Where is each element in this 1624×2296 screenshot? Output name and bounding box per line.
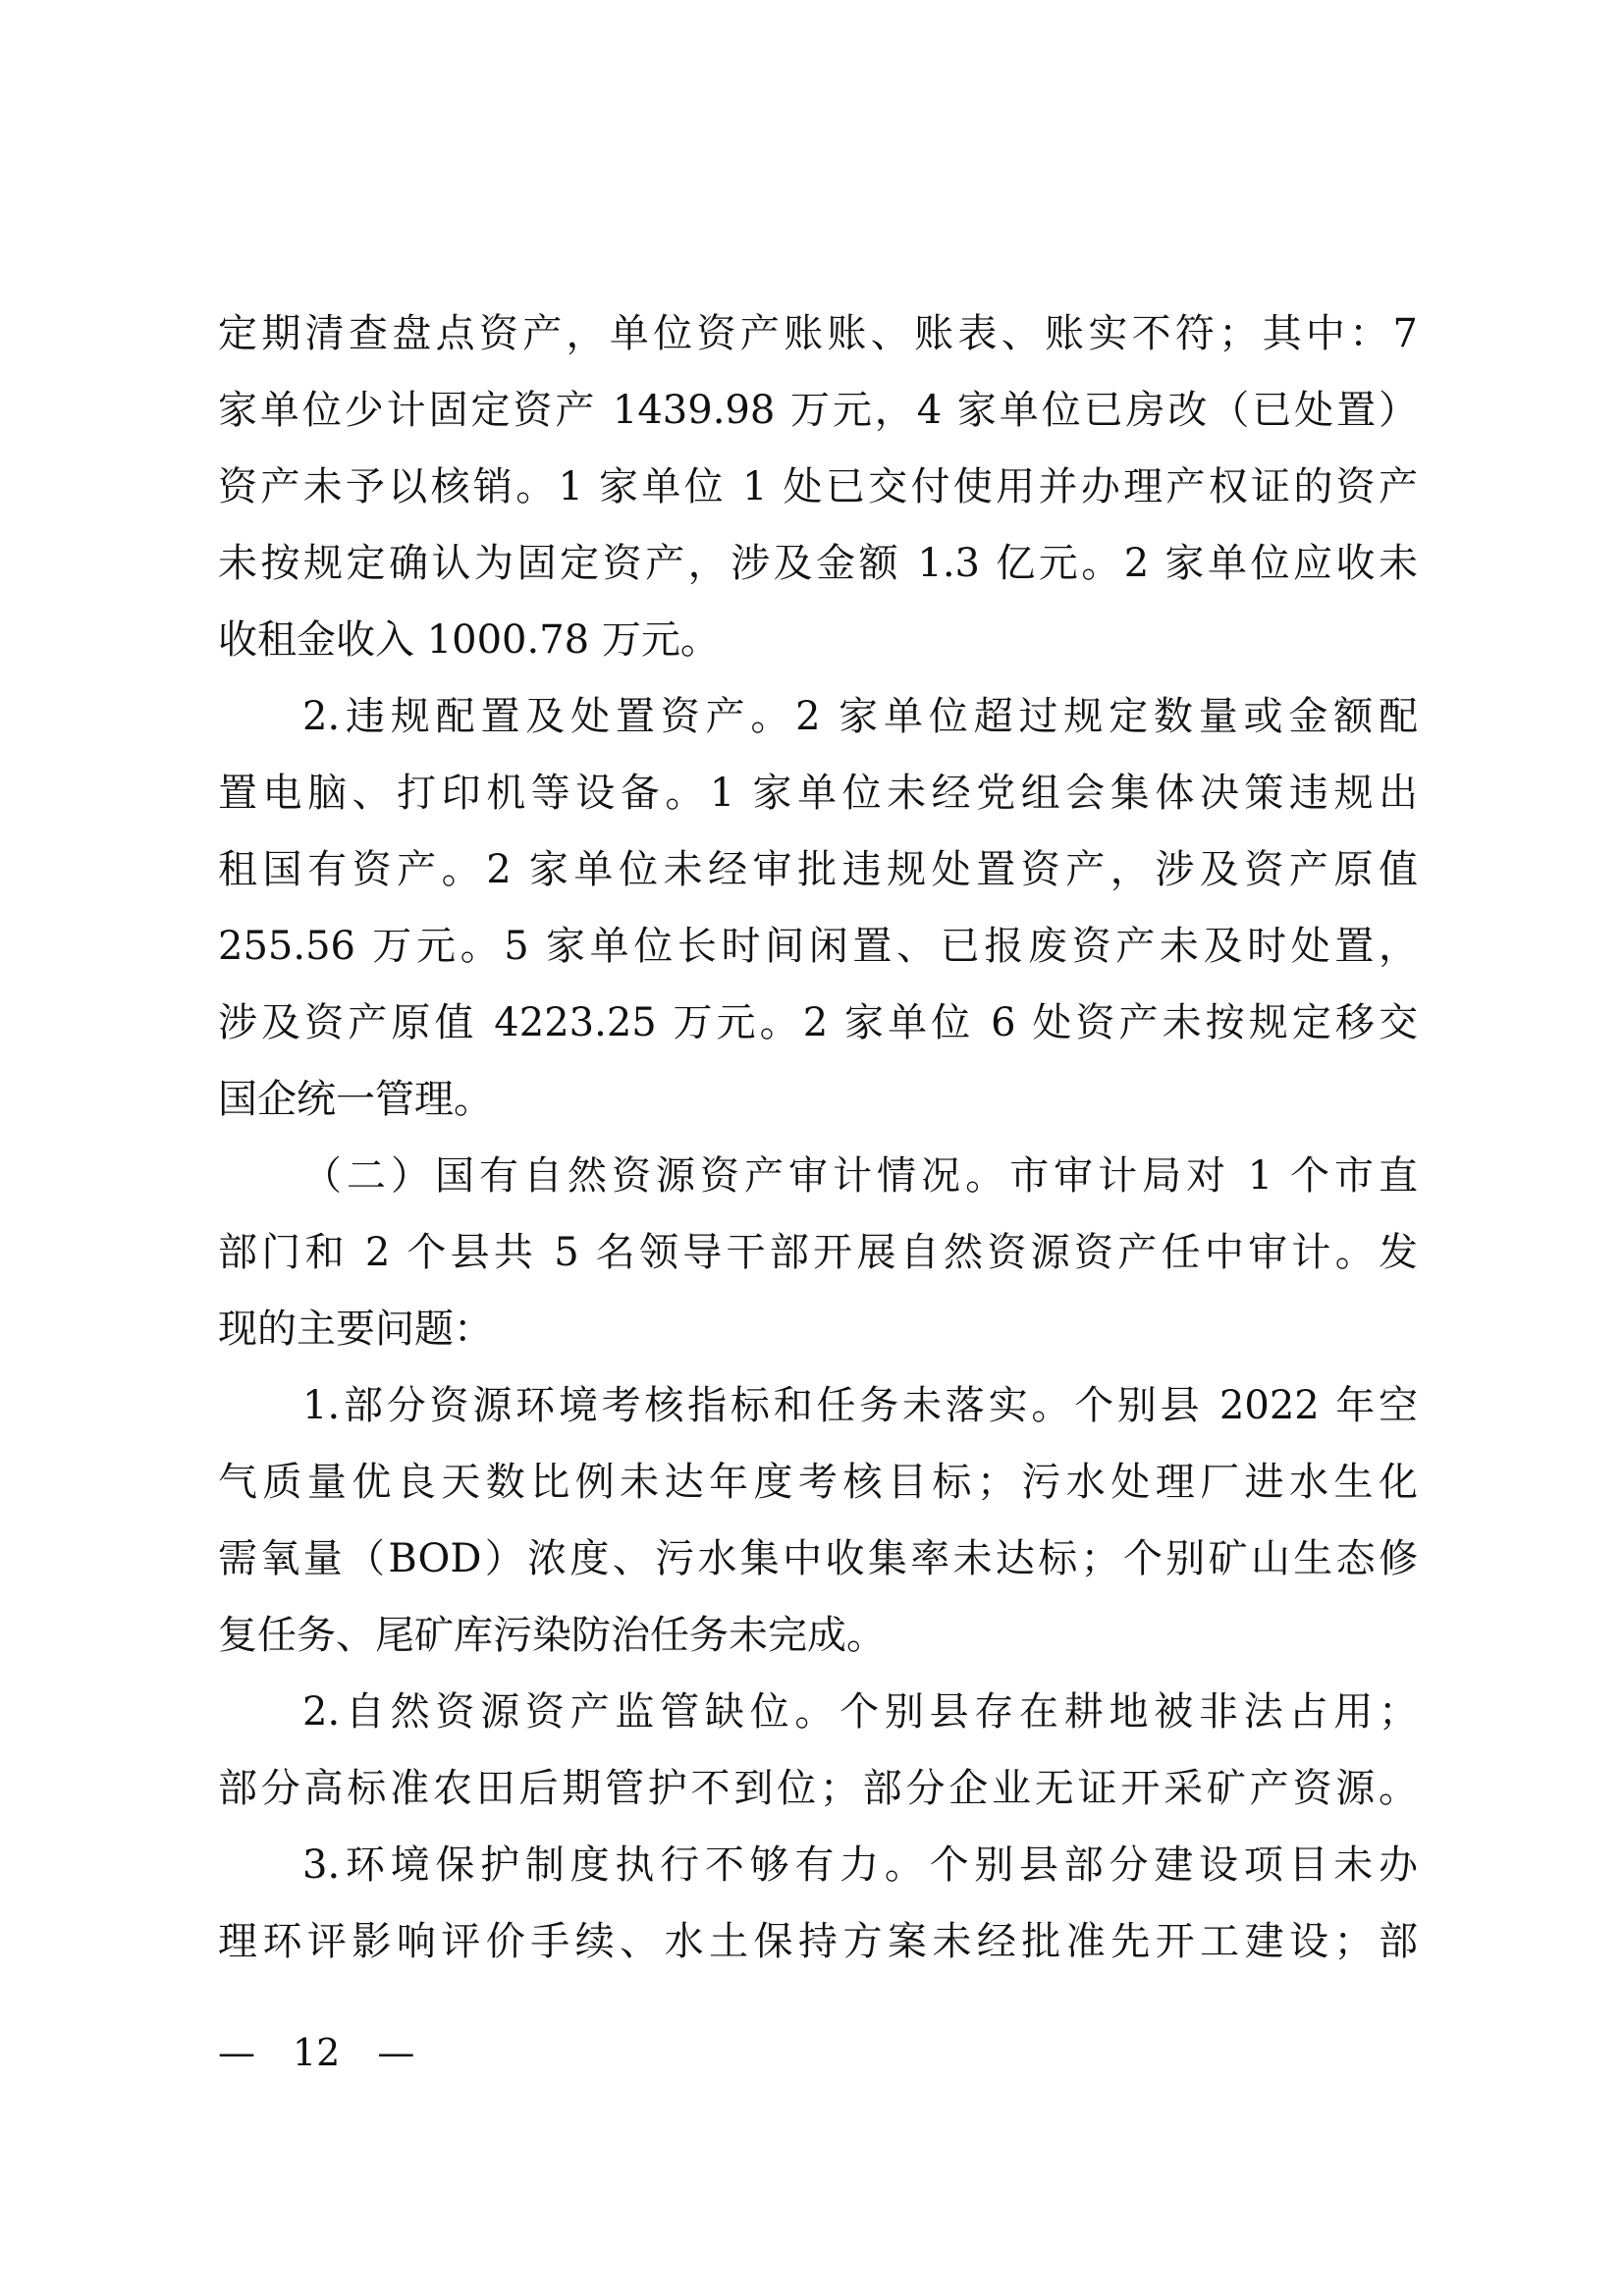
text-line-20: 部分高标准农田后期管护不到位；部分企业无证开采矿产资源。: [218, 1766, 1418, 1811]
text-line-16: 气质量优良天数比例未达年度考核目标；污水处理厂进水生化: [218, 1460, 1418, 1505]
text-line-10: 涉及资产原值 4223.25 万元。2 家单位 6 处资产未按规定移交: [218, 1000, 1418, 1045]
text-line-1: 定期清查盘点资产，单位资产账账、账表、账实不符；其中：7: [218, 311, 1418, 356]
text-line-5: 收租金收入 1000.78 万元。: [218, 617, 720, 663]
page-number: — 12 —: [218, 2031, 415, 2074]
text-line-18: 复任务、尾矿库污染防治任务未完成。: [218, 1613, 886, 1658]
text-line-17: 需氧量（BOD）浓度、污水集中收集率未达标；个别矿山生态修: [218, 1536, 1418, 1581]
text-line-8: 租国有资产。2 家单位未经审批违规处置资产，涉及资产原值: [218, 847, 1418, 892]
text-line-15: 1.部分资源环境考核指标和任务未落实。个别县 2022 年空: [302, 1383, 1418, 1428]
text-line-21: 3.环境保护制度执行不够有力。个别县部分建设项目未办: [302, 1842, 1418, 1888]
section-heading-line: （二）国有自然资源资产审计情况。市审计局对 1 个市直: [302, 1153, 1418, 1199]
text-line-14: 现的主要问题：: [218, 1307, 493, 1352]
text-line-7: 置电脑、打印机等设备。1 家单位未经党组会集体决策违规出: [218, 771, 1418, 816]
text-line-3: 资产未予以核销。1 家单位 1 处已交付使用并办理产权证的资产: [218, 464, 1418, 509]
text-line-2: 家单位少计固定资产 1439.98 万元，4 家单位已房改（已处置）: [218, 388, 1418, 433]
text-line-13: 部门和 2 个县共 5 名领导干部开展自然资源资产任中审计。发: [218, 1230, 1418, 1275]
text-line-19: 2.自然资源资产监管缺位。个别县存在耕地被非法占用；: [302, 1689, 1418, 1735]
text-line-11: 国企统一管理。: [218, 1077, 493, 1122]
text-line-4: 未按规定确认为固定资产，涉及金额 1.3 亿元。2 家单位应收未: [218, 541, 1418, 586]
text-line-22: 理环评影响评价手续、水土保持方案未经批准先开工建设；部: [218, 1919, 1418, 1964]
text-line-9: 255.56 万元。5 家单位长时间闲置、已报废资产未及时处置，: [218, 924, 1418, 969]
text-line-6: 2.违规配置及处置资产。2 家单位超过规定数量或金额配: [302, 694, 1418, 739]
